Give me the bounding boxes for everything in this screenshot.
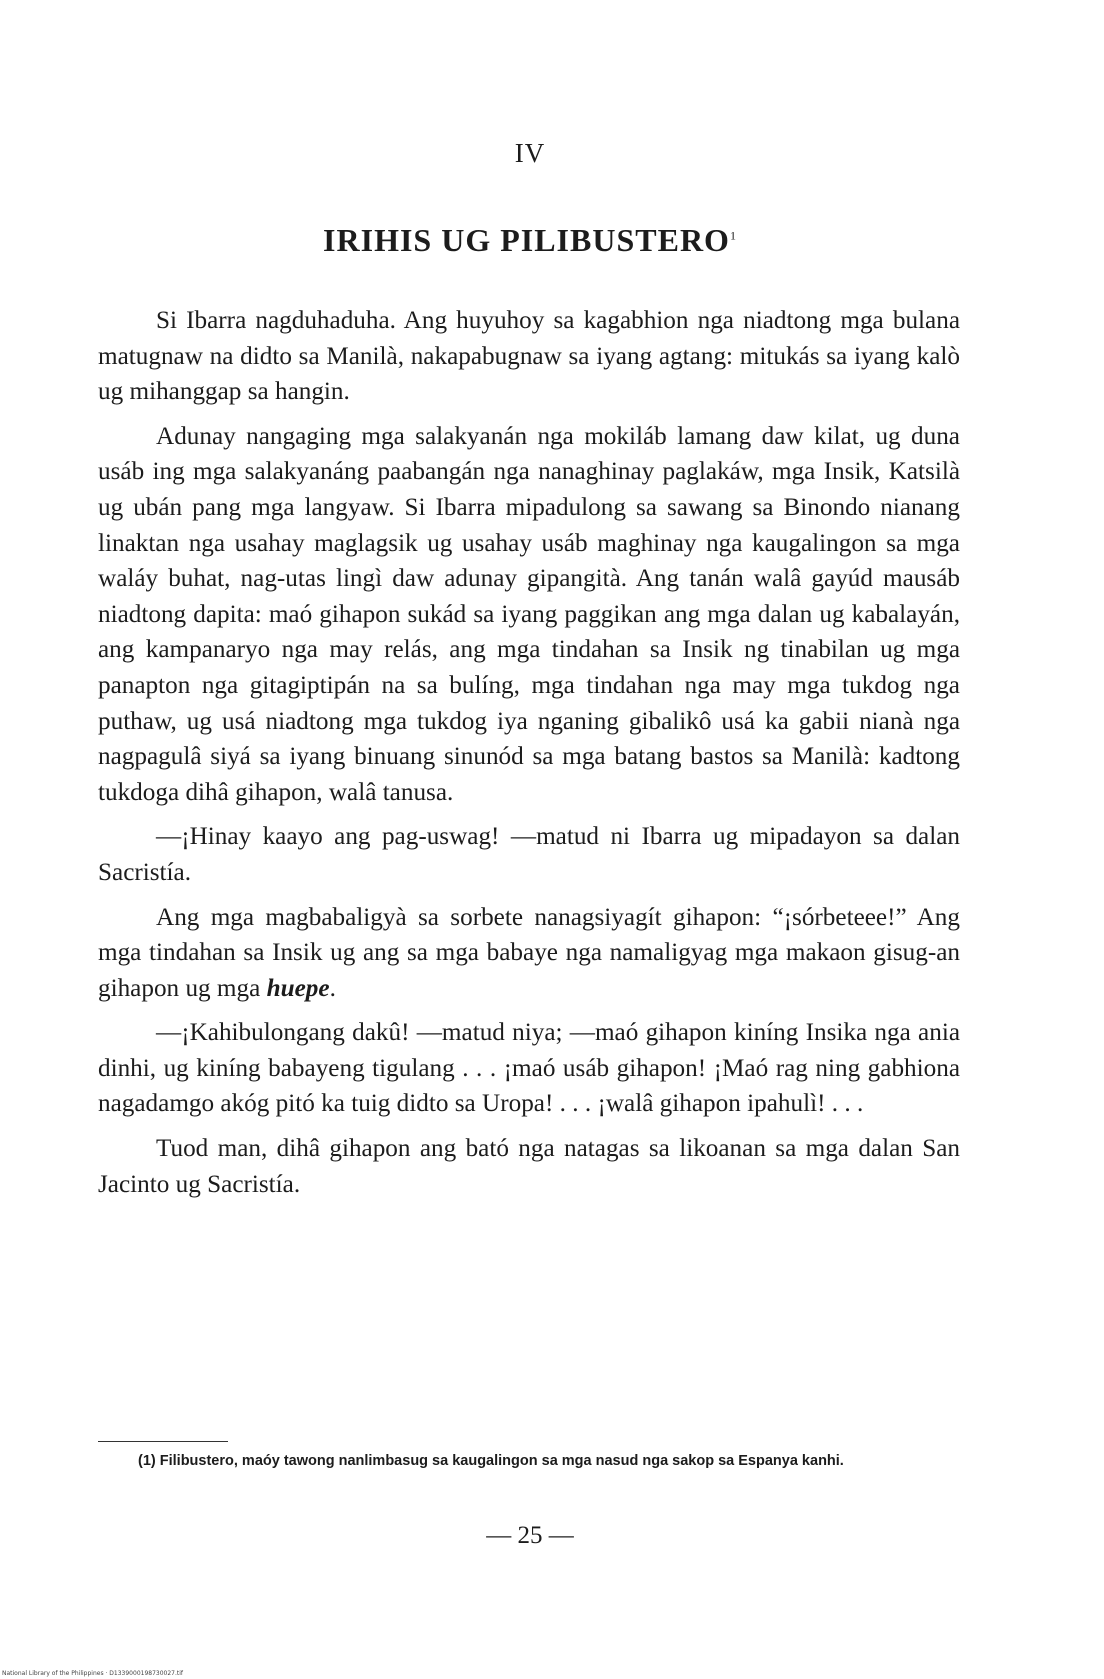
italic-word: huepe <box>266 974 330 1002</box>
paragraph-4-end: . <box>329 974 336 1002</box>
chapter-number: IV <box>514 138 546 168</box>
footnote-marker: 1 <box>729 228 737 243</box>
footnote: (1) Filibustero, maóy tawong nanlimbasug sa kaugalingon sa mga nasud nga sakop sa Espanya kanhi. <box>138 1453 844 1469</box>
paragraph-6: Tuod man, dihâ gihapon ang bató nga natagas sa likoanan sa mga dalan San Jacinto ug Sacristía. <box>98 1135 960 1198</box>
page-number: — 25 — <box>486 1522 574 1549</box>
chapter-title-text: IRIHIS UG PILIBUSTERO <box>323 222 730 258</box>
chapter-title <box>0 222 1060 259</box>
paragraph-3: —¡Hinay kaayo ang pag-uswag! —matud ni Ibarra ug mipadayon sa dalan Sacristía. <box>98 823 960 886</box>
paragraph-1: Si Ibarra nagduhaduha. Ang huyuhoy sa kagabhion nga niadtong mga bulana matugnaw na didto sa Manilà, nakapabugnaw sa iyang agtang: mitukás sa iyang kalò ug mihanggap sa hangin. <box>98 307 960 406</box>
library-watermark: National Library of the Philippines · D1339000198730027.tif <box>2 1670 184 1677</box>
paragraph-5: —¡Kahibulongang dakû! —matud niya; —maó gihapon kiníng Insika nga ania dinhi, ug kiníng babayeng tigulang . . . ¡maó usáb gihapon! ¡Maó rag ning gabhiona nagadamgo akóg pitó ka tuig didto sa Uropa! . . . ¡walâ gihapon ipahulì! . . . <box>98 1019 960 1118</box>
footnote-divider <box>98 1441 228 1442</box>
paragraph-4 <box>98 900 960 1007</box>
paragraph-4-text: Ang mga magbabaligyà sa sorbete nanagsiyagít gihapon: “¡sórbeteee!” Ang mga tindahan sa Insik ug ang sa mga babaye nga namaligyag mga makaon gisug-an gihapon ug mga <box>98 903 960 1002</box>
paragraph-2: Adunay nangaging mga salakyanán nga mokiláb lamang daw kilat, ug duna usáb ing mga salakyanáng paabangán nga nanaghinay paglakáw, mga Insik, Katsilà ug ubán pang mga langyaw. Si Ibarra mipadulong sa sawang sa Binondo nianang linaktan nga usahay maglagsik ug usahay usáb maghinay nga kaugalingon sa mga waláy buhat, nag-utas lingì daw adunay gipangità. Ang tanán walâ gayúd mausáb niadtong dapita: maó gihapon sukád sa iyang paggikan ang mga dalan ug kabalayán, ang kampanaryo nga may relás, ang mga tindahan sa Insik ng tinabilan ug mga panapton nga gitagiptipán na sa bulíng, mga tindahan nga may mga tukdog nga puthaw, ug usá niadtong mga tukdog iya nganing gibalikô usá ka gabii nianà nga nagpagulâ siyá sa iyang binuang sinunód sa mga batang bastos sa Manilà: kadtong tukdoga dihâ gihapon, walâ tanusa. <box>98 422 960 806</box>
chapter-body <box>98 303 960 1211</box>
